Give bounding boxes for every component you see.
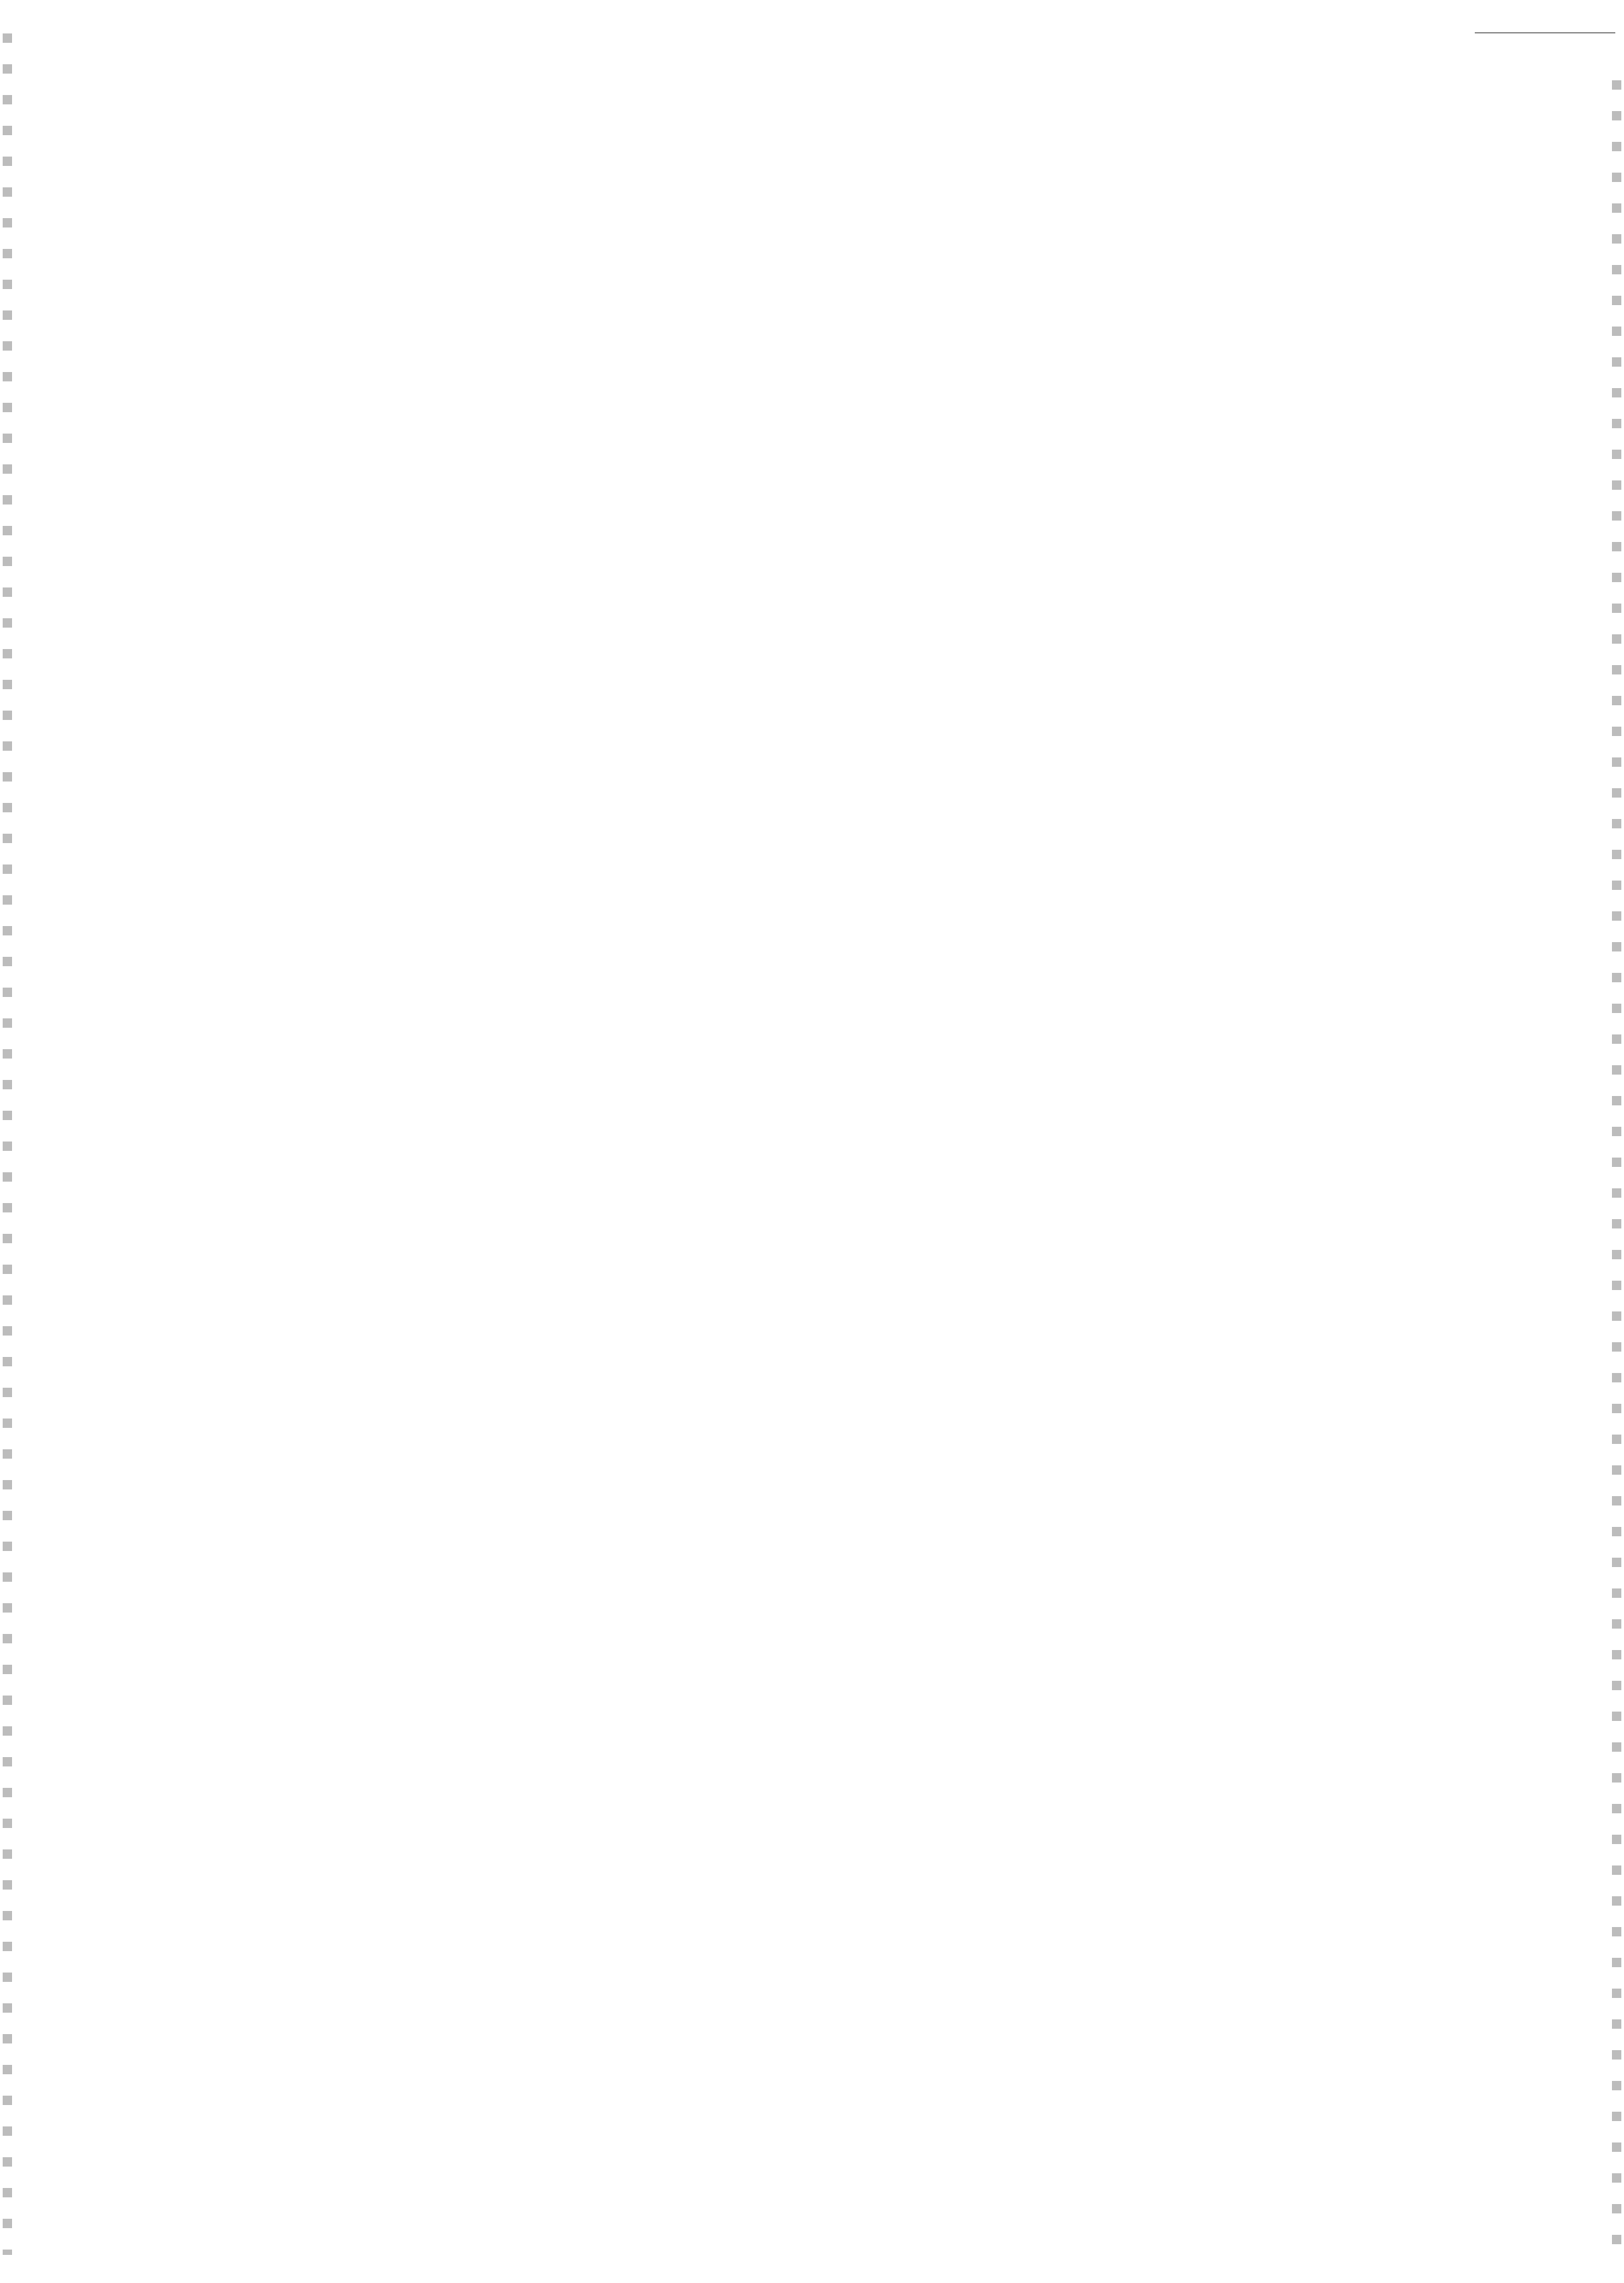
left-crop-marks: [3, 33, 12, 2255]
header-rule: [1475, 32, 1615, 33]
right-crop-marks: [1612, 80, 1621, 2255]
